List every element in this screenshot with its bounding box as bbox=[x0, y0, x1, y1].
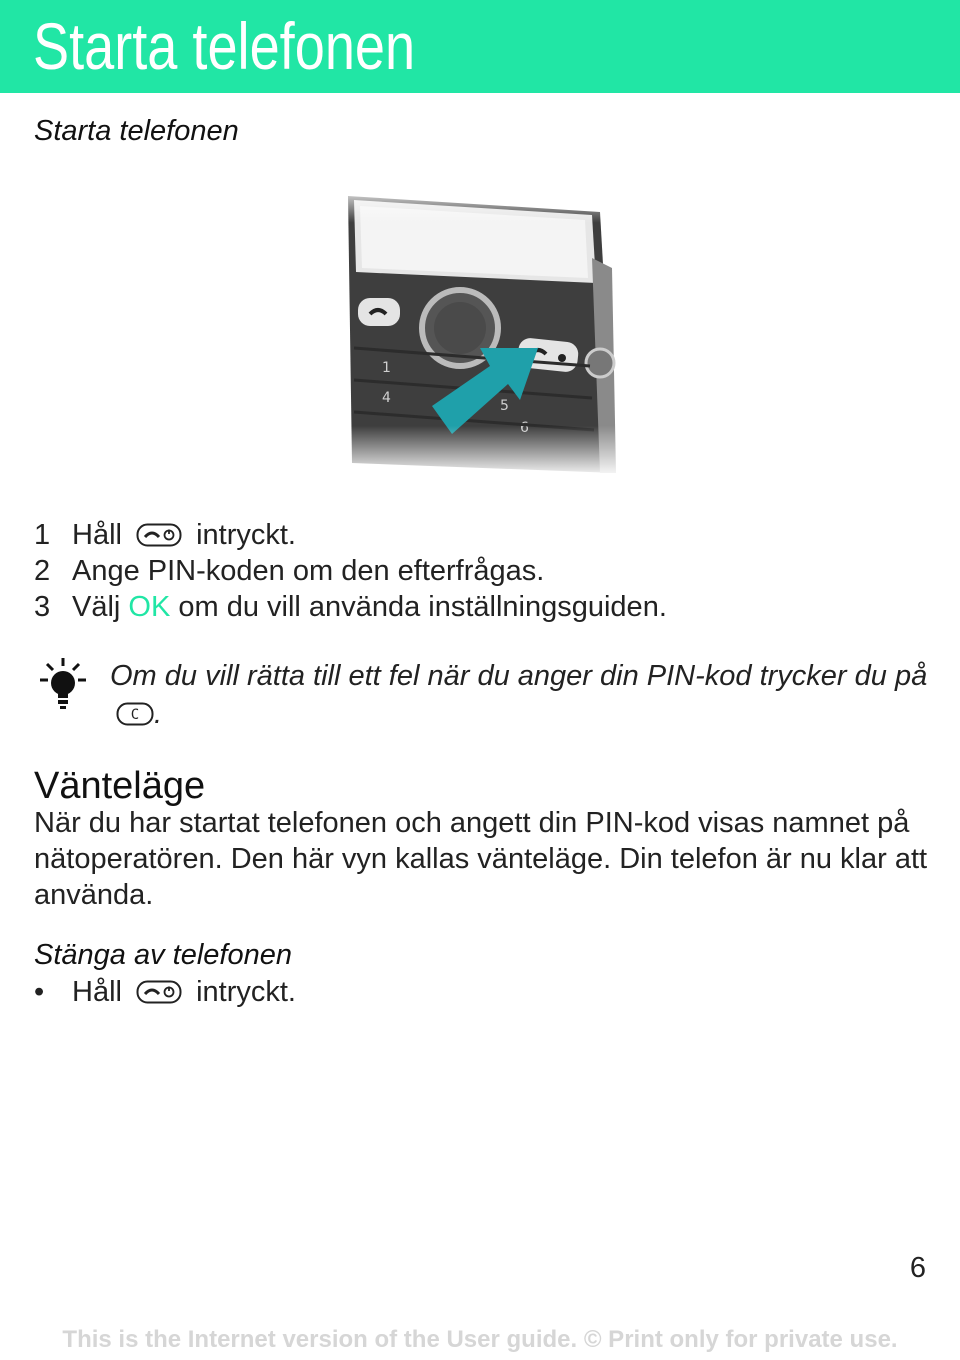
step-text-end: om du vill använda inställningsguiden. bbox=[178, 591, 667, 623]
end-key-icon bbox=[136, 980, 182, 1004]
page-title: Starta telefonen bbox=[33, 9, 416, 83]
section-heading-shutdown: Stänga av telefonen bbox=[34, 939, 292, 971]
clear-key-icon bbox=[116, 702, 154, 726]
header-band bbox=[0, 0, 960, 93]
page-number: 6 bbox=[909, 1252, 926, 1284]
step-text: Håll bbox=[72, 519, 122, 551]
step-number: 2 bbox=[34, 555, 51, 587]
step-text: Ange PIN-koden om den efterfrågas. bbox=[72, 555, 545, 587]
step-number: 1 bbox=[34, 519, 51, 551]
step-number: 3 bbox=[34, 591, 51, 623]
phone-illustration bbox=[330, 188, 630, 478]
end-key-icon bbox=[136, 523, 182, 547]
section-heading-start: Starta telefonen bbox=[34, 115, 239, 147]
step-text: Håll bbox=[72, 976, 122, 1008]
step-text: Välj bbox=[72, 591, 121, 623]
ok-highlight: OK bbox=[128, 591, 171, 623]
step-text-end: intryckt. bbox=[196, 976, 296, 1008]
section-heading-standby: Vänteläge bbox=[34, 765, 206, 807]
standby-paragraph: När du har startat telefonen och angett din PIN-kod visas namnet på nätoperatören. Den här vyn kallas vänteläge. Din telefon är nu klar att använda. bbox=[34, 807, 928, 911]
step-text-end: intryckt. bbox=[196, 519, 296, 551]
footer-notice: This is the Internet version of the User guide. © Print only for private use. bbox=[62, 1326, 898, 1353]
bullet: • bbox=[34, 976, 45, 1008]
lightbulb-icon bbox=[38, 658, 88, 710]
tip-text: Om du vill rätta till ett fel när du anger din PIN-kod trycker du på C . bbox=[110, 660, 928, 730]
svg-text:C: C bbox=[130, 707, 140, 723]
